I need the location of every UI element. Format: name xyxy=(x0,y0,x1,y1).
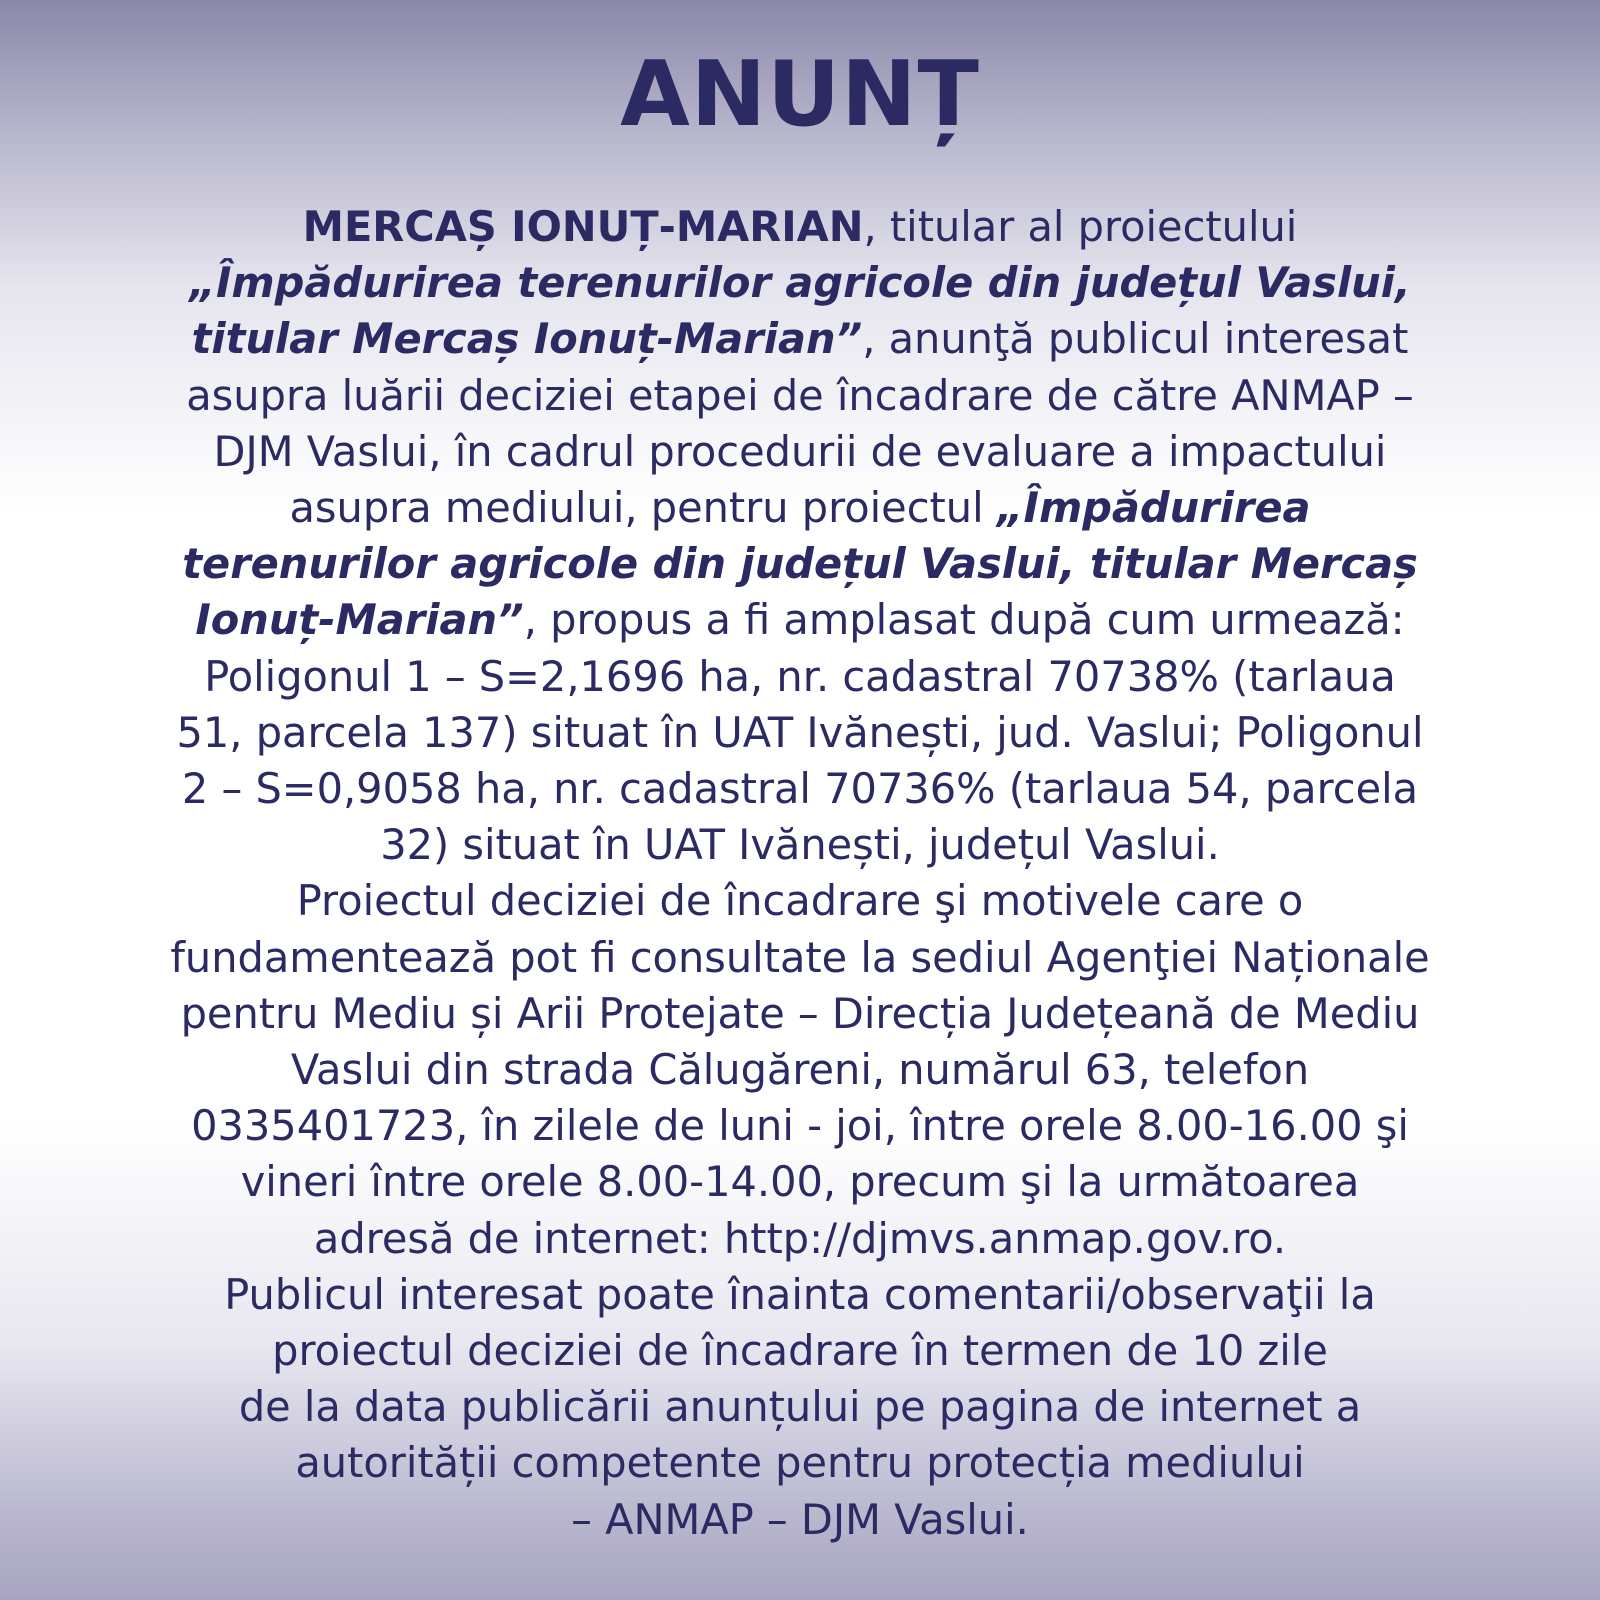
project-owner-name: MERCAȘ IONUȚ-MARIAN xyxy=(302,202,864,251)
body-line: adresă de internet: http://djmvs.anmap.gov.ro. xyxy=(313,1213,1287,1263)
body-line: Poligonul 1 – S=2,1696 ha, nr. cadastral 70738% (tarlaua xyxy=(204,651,1396,701)
project-title-segment: „Împădurirea xyxy=(996,483,1311,533)
body-line xyxy=(40,480,1560,536)
body-line: fundamentează pot fi consultate la sediul Agenţiei Naționale xyxy=(170,932,1430,982)
project-title-segment: Ionuț-Marian” xyxy=(195,595,524,645)
body-text-segment: , anunţă publicul interesat xyxy=(862,314,1409,364)
body-line: 2 – S=0,9058 ha, nr. cadastral 70736% (tarlaua 54, parcela xyxy=(181,764,1419,814)
body-line: pentru Mediu și Arii Protejate – Direcția Județeană de Mediu xyxy=(180,988,1420,1038)
body-line: Proiectul deciziei de încadrare şi motivele care o xyxy=(296,876,1304,926)
body-line xyxy=(40,592,1560,648)
announcement-title: ANUNȚ xyxy=(620,42,980,147)
project-title-line: „Împădurirea terenurilor agricole din județul Vaslui, xyxy=(189,258,1411,308)
body-line: asupra luării deciziei etapei de încadrare de către ANMAP – xyxy=(186,370,1414,420)
body-line: vineri între orele 8.00-14.00, precum şi la următoarea xyxy=(240,1157,1360,1207)
body-line: Vaslui din strada Călugăreni, numărul 63, telefon xyxy=(290,1045,1310,1095)
body-text-segment: , propus a fi amplasat după cum urmează: xyxy=(523,595,1405,645)
announcement-body xyxy=(40,199,1560,1548)
body-text-segment: asupra mediului, pentru proiectul xyxy=(289,483,997,533)
body-text-segment: , titular al proiectului xyxy=(863,202,1298,251)
body-line: Publicul interesat poate înainta comentarii/observaţii la xyxy=(224,1269,1376,1319)
body-line: DJM Vaslui, în cadrul procedurii de evaluare a impactului xyxy=(213,426,1387,476)
body-line: autorității competente pentru protecția mediului xyxy=(295,1438,1305,1488)
body-line xyxy=(40,311,1560,367)
project-title-segment: titular Mercaș Ionuț-Marian” xyxy=(191,314,863,364)
body-line: – ANMAP – DJM Vaslui. xyxy=(571,1494,1029,1544)
body-line: 51, parcela 137) situat în UAT Ivănești, jud. Vaslui; Poligonul xyxy=(176,707,1424,757)
body-line: proiectul deciziei de încadrare în termen de 10 zile xyxy=(272,1326,1328,1376)
body-line xyxy=(40,199,1560,255)
body-line: 0335401723, în zilele de luni - joi, între orele 8.00-16.00 şi xyxy=(191,1101,1409,1151)
body-line: 32) situat în UAT Ivănești, județul Vaslui. xyxy=(380,820,1220,870)
body-line: de la data publicării anunțului pe pagina de internet a xyxy=(238,1382,1362,1432)
project-title-line: terenurilor agricole din județul Vaslui, titular Mercaș xyxy=(182,539,1418,589)
